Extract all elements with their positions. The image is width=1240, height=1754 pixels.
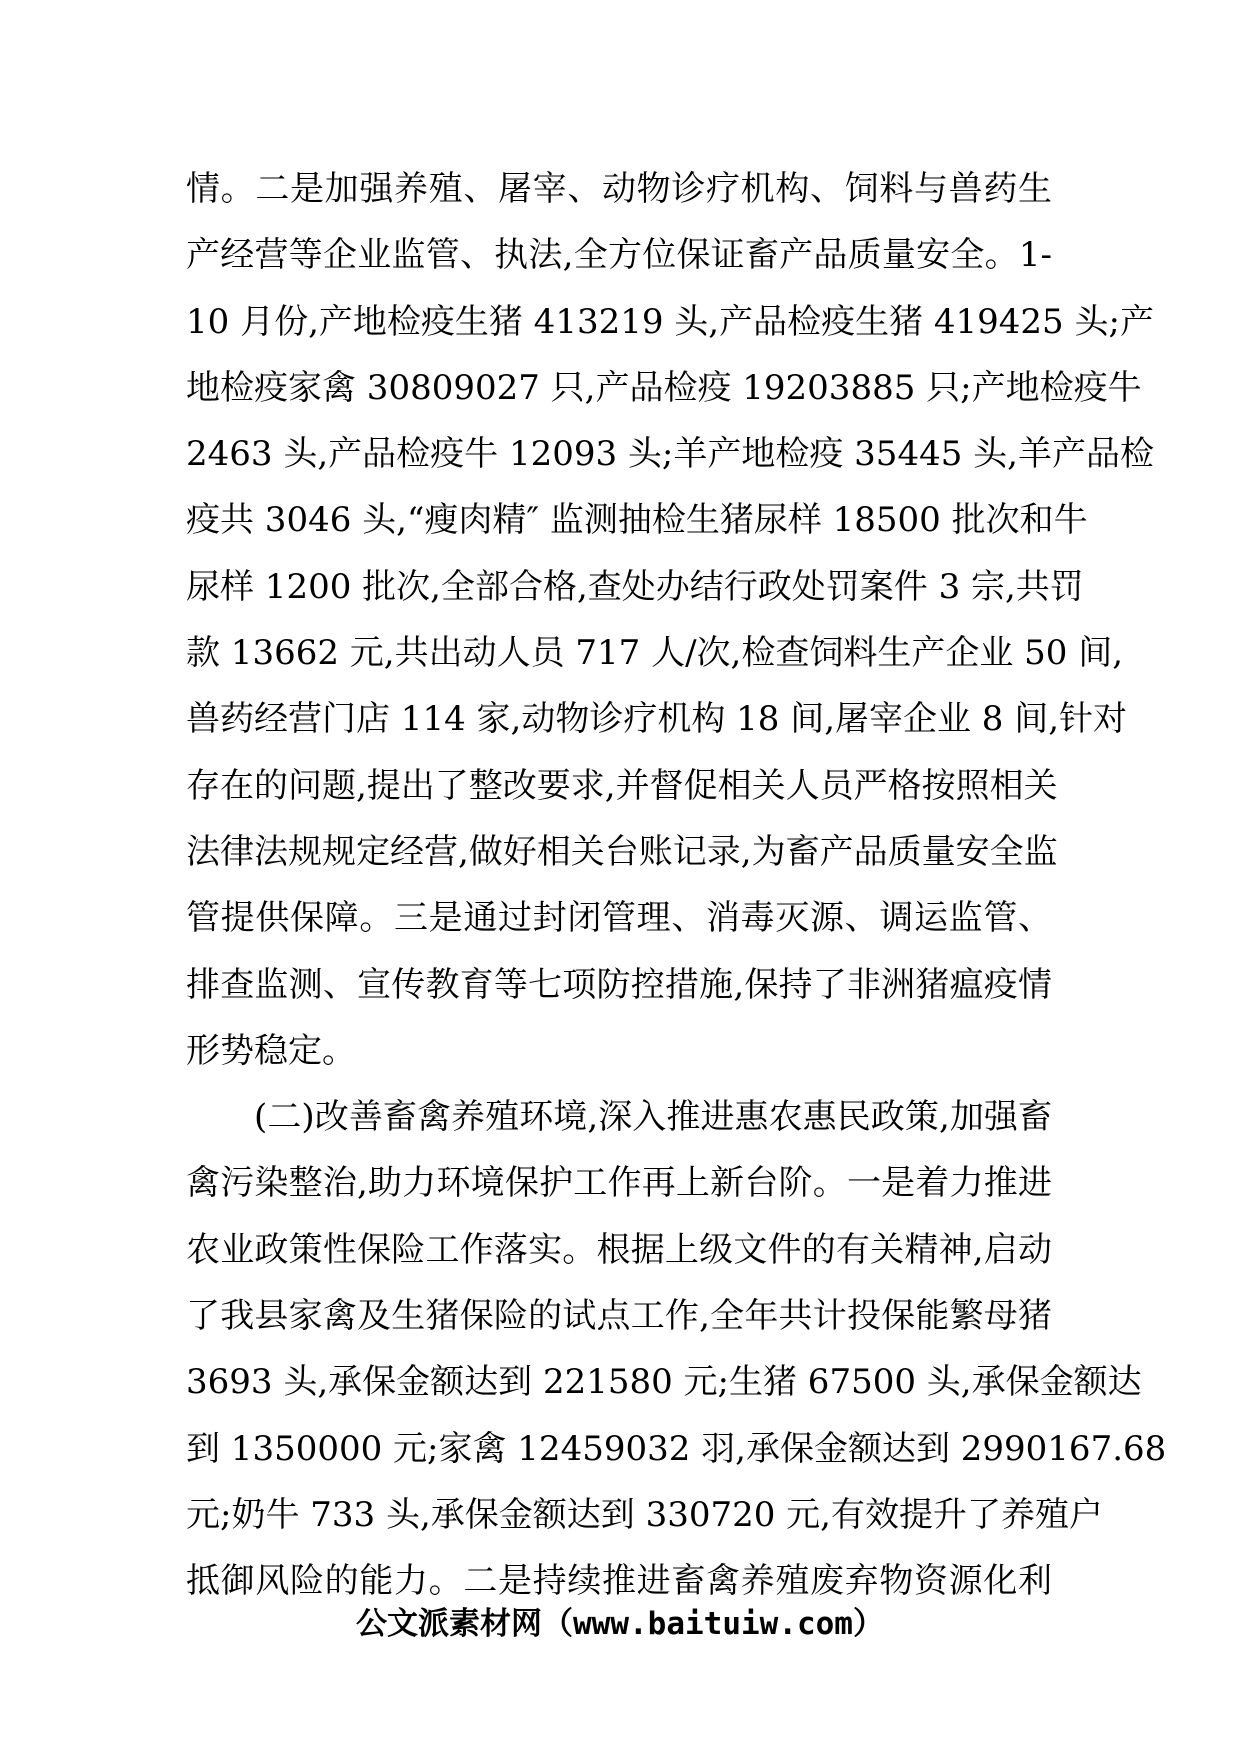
- text-line: 尿样 1200 批次,全部合格,查处办结行政处罚案件 3 宗,共罚: [186, 566, 1084, 607]
- text-line: 存在的问题,提出了整改要求,并督促相关人员严格按照相关: [186, 765, 1058, 806]
- text-line: 法律法规规定经营,做好相关台账记录,为畜产品质量安全监: [186, 831, 1058, 872]
- text-line: 2463 头,产品检疫牛 12093 头;羊产地检疫 35445 头,羊产品检: [186, 434, 1154, 475]
- text-line: 地检疫家禽 30809027 只,产品检疫 19203885 只;产地检疫牛: [186, 367, 1142, 408]
- text-line: 形势稳定。: [186, 1030, 356, 1071]
- text-line: 10 月份,产地检疫生猪 413219 头,产品检疫生猪 419425 头;产: [186, 301, 1154, 342]
- text-line: 兽药经营门店 114 家,动物诊疗机构 18 间,屠宰企业 8 间,针对: [186, 699, 1128, 740]
- text-line: 情。二是加强养殖、屠宰、动物诊疗机构、饲料与兽药生: [186, 169, 1052, 209]
- text-line: 排查监测、宣传教育等七项防控措施,保持了非洲猪瘟疫情: [186, 964, 1052, 1005]
- text-line: 禽污染整治,助力环境保护工作再上新台阶。一是着力推进: [186, 1163, 1052, 1204]
- text-line: 农业政策性保险工作落实。根据上级文件的有关精神,启动: [186, 1229, 1052, 1270]
- text-line: 元;奶牛 733 头,承保金额达到 330720 元,有效提升了养殖户: [186, 1494, 1103, 1535]
- text-line: 了我县家禽及生猪保险的试点工作,全年共计投保能繁母猪: [186, 1296, 1052, 1337]
- section-heading-line: (二)改善畜禽养殖环境,深入推进惠农惠民政策,加强畜: [254, 1097, 1052, 1138]
- text-line: 管提供保障。三是通过封闭管理、消毒灭源、调运监管、: [186, 898, 1052, 939]
- text-line: 款 13662 元,共出动人员 717 人/次,检查饲料生产企业 50 间,: [186, 633, 1124, 674]
- text-line: 3693 头,承保金额达到 221580 元;生猪 67500 头,承保金额达: [186, 1362, 1142, 1403]
- document-body: [186, 156, 1167, 1615]
- text-line: 疫共 3046 头,“瘦肉精″ 监测抽检生猪尿样 18500 批次和牛: [186, 500, 1088, 541]
- page-footer-watermark: 公文派素材网（www.baituiw.com）: [356, 1606, 884, 1642]
- text-line: 产经营等企业监管、执法,全方位保证畜产品质量安全。1-: [186, 235, 1052, 276]
- text-line: 到 1350000 元;家禽 12459032 羽,承保金额达到 2990167.68: [186, 1428, 1167, 1469]
- text-line: 抵御风险的能力。二是持续推进畜禽养殖废弃物资源化利: [186, 1561, 1052, 1602]
